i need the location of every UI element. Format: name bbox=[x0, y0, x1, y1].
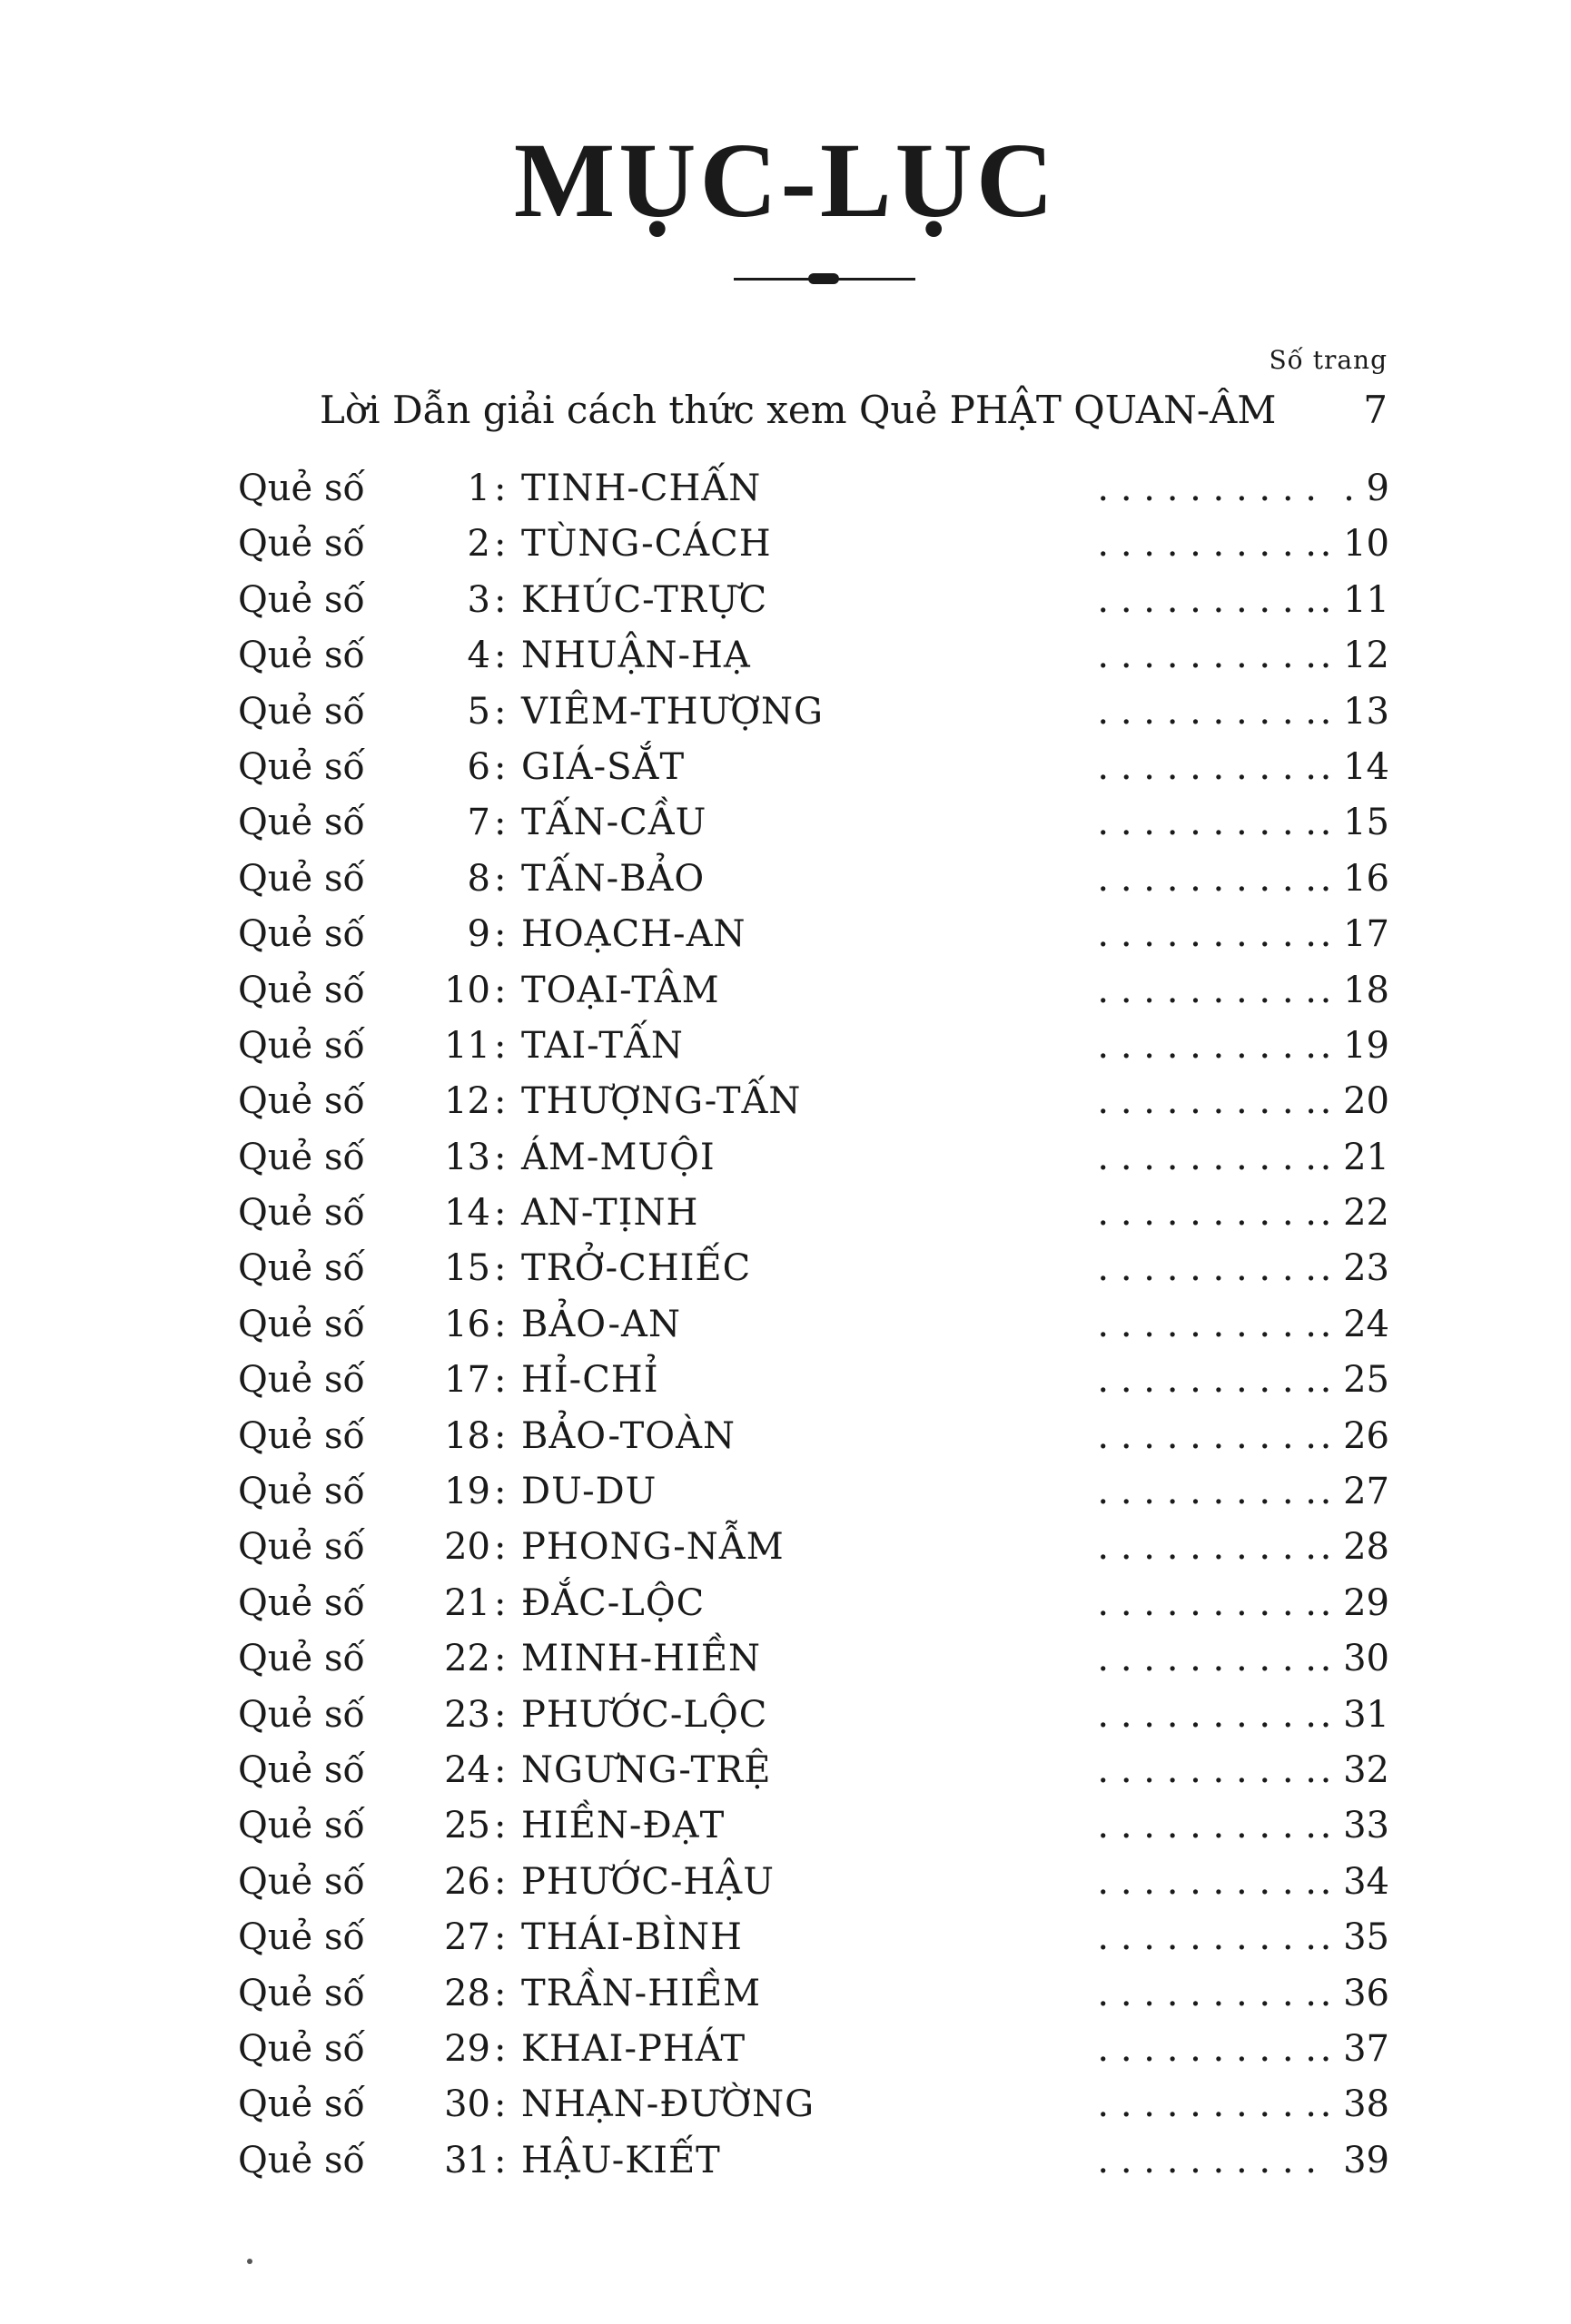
toc-entry bbox=[227, 1520, 1389, 1575]
toc-entry-name: THƯỢNG-TẤN bbox=[521, 1080, 802, 1123]
toc-entry-page: . 35 bbox=[1319, 1916, 1389, 1959]
toc-entry-colon: : bbox=[494, 1136, 507, 1178]
toc-entry-leader: . . . . . . . . . . bbox=[1097, 969, 1317, 1011]
toc-entry-number: 1 bbox=[467, 468, 490, 509]
toc-entry-colon: : bbox=[494, 1693, 507, 1736]
toc-entry-leader: . . . . . . . . . . bbox=[1097, 802, 1317, 844]
toc-entry-page: . 30 bbox=[1319, 1638, 1389, 1680]
toc-entry-name: TINH-CHẤN bbox=[521, 468, 762, 509]
toc-entry-prefix: Quẻ số bbox=[238, 802, 365, 844]
toc-entry-colon: : bbox=[494, 523, 507, 566]
toc-entry-page: . 20 bbox=[1319, 1080, 1389, 1123]
toc-entry-leader: . . . . . . . . . . bbox=[1097, 690, 1317, 733]
page-title: MỤC-LỤC bbox=[513, 121, 1058, 240]
page-speck bbox=[247, 2259, 252, 2264]
toc-entry-prefix: Quẻ số bbox=[238, 1024, 365, 1067]
toc-entry-leader: . . . . . . . . . . bbox=[1097, 1303, 1317, 1345]
toc-entry-name: HỈ-CHỈ bbox=[521, 1359, 659, 1402]
toc-entry bbox=[227, 1743, 1389, 1798]
toc-entry-number: 18 bbox=[444, 1414, 490, 1457]
toc-entry-colon: : bbox=[494, 2027, 507, 2070]
toc-entry-colon: : bbox=[494, 690, 507, 733]
toc-entry-prefix: Quẻ số bbox=[238, 1638, 365, 1680]
toc-entry-number: 26 bbox=[444, 1860, 490, 1903]
toc-entry-name: VIÊM-THƯỢNG bbox=[521, 690, 824, 733]
toc-entry-number: 31 bbox=[444, 2139, 490, 2181]
toc-entry-leader: . . . . . . . . . . bbox=[1097, 1748, 1317, 1791]
toc-entry-number: 16 bbox=[444, 1303, 490, 1345]
toc-entry bbox=[227, 1688, 1389, 1743]
toc-entry-page: . 31 bbox=[1319, 1693, 1389, 1736]
toc-entry-leader: . . . . . . . . . . bbox=[1097, 745, 1317, 788]
toc-entry-page: . 22 bbox=[1319, 1192, 1389, 1235]
toc-entry-colon: : bbox=[494, 1080, 507, 1123]
toc-entry-page: . 16 bbox=[1319, 857, 1389, 900]
toc-entry-page: . 10 bbox=[1319, 523, 1389, 566]
toc-entry-number: 24 bbox=[444, 1748, 490, 1791]
toc-entry-leader: . . . . . . . . . . bbox=[1097, 1638, 1317, 1680]
toc-entry-page: . 9 bbox=[1343, 468, 1389, 509]
toc-entry bbox=[227, 1074, 1389, 1129]
toc-entry bbox=[227, 1353, 1389, 1408]
toc-entry-leader: . . . . . . . . . . bbox=[1097, 1192, 1317, 1235]
toc-entry-leader: . . . . . . . . . . bbox=[1097, 2083, 1317, 2126]
toc-entry-name: HẬU-KIẾT bbox=[521, 2139, 721, 2181]
toc-entry bbox=[227, 1409, 1389, 1464]
toc-entry-page: . 37 bbox=[1319, 2027, 1389, 2070]
intro-entry-page: 7 bbox=[1363, 388, 1388, 432]
toc-entry-number: 10 bbox=[444, 969, 490, 1011]
toc-entry-prefix: Quẻ số bbox=[238, 2139, 365, 2181]
toc-entry-prefix: Quẻ số bbox=[238, 1860, 365, 1903]
toc-entry-prefix: Quẻ số bbox=[238, 1303, 365, 1345]
toc-entry-leader: . . . . . . . . . . bbox=[1097, 1024, 1317, 1067]
toc-entry-colon: : bbox=[494, 1860, 507, 1903]
toc-entry-page: . 29 bbox=[1319, 1581, 1389, 1624]
table-of-contents bbox=[227, 461, 1389, 2189]
toc-entry-page: . 19 bbox=[1319, 1024, 1389, 1067]
toc-entry bbox=[227, 1464, 1389, 1520]
toc-entry-leader: . . . . . . . . . . bbox=[1097, 1414, 1317, 1457]
toc-entry-colon: : bbox=[494, 913, 507, 956]
toc-entry-name: KHÚC-TRỰC bbox=[521, 578, 768, 621]
toc-entry-leader: . . . . . . . . . . bbox=[1097, 1916, 1317, 1959]
toc-entry-prefix: Quẻ số bbox=[238, 1805, 365, 1847]
toc-entry-name: HIỀN-ĐẠT bbox=[521, 1805, 726, 1847]
toc-entry-page: . 18 bbox=[1319, 969, 1389, 1011]
toc-entry-page: . 33 bbox=[1319, 1805, 1389, 1847]
toc-entry-number: 4 bbox=[467, 635, 490, 677]
toc-entry bbox=[227, 2133, 1389, 2189]
toc-entry-leader: . . . . . . . . . . bbox=[1097, 2027, 1317, 2070]
toc-entry-name: PHƯỚC-HẬU bbox=[521, 1860, 775, 1903]
toc-entry-prefix: Quẻ số bbox=[238, 2027, 365, 2070]
toc-entry-name: BẢO-AN bbox=[521, 1303, 681, 1345]
toc-entry-prefix: Quẻ số bbox=[238, 690, 365, 733]
toc-entry bbox=[227, 1019, 1389, 1074]
toc-entry-number: 2 bbox=[467, 523, 490, 566]
toc-entry-number: 3 bbox=[467, 578, 490, 621]
toc-entry-colon: : bbox=[494, 1303, 507, 1345]
toc-entry-name: KHAI-PHÁT bbox=[521, 2027, 746, 2070]
toc-entry-colon: : bbox=[494, 635, 507, 677]
toc-entry-prefix: Quẻ số bbox=[238, 1693, 365, 1736]
toc-entry-leader: . . . . . . . . . . bbox=[1097, 523, 1317, 566]
toc-entry-number: 15 bbox=[444, 1247, 490, 1290]
toc-entry-name: AN-TỊNH bbox=[521, 1192, 699, 1235]
toc-entry-leader: . . . . . . . . . . bbox=[1097, 913, 1317, 956]
toc-entry-page: . 23 bbox=[1319, 1247, 1389, 1290]
toc-entry-page: . 36 bbox=[1319, 1972, 1389, 2014]
toc-entry-name: TRỞ-CHIẾC bbox=[521, 1247, 752, 1290]
toc-entry-leader: . . . . . . . . . . bbox=[1097, 1860, 1317, 1903]
toc-entry-page: . 21 bbox=[1319, 1136, 1389, 1178]
toc-entry-colon: : bbox=[494, 802, 507, 844]
toc-entry bbox=[227, 684, 1389, 740]
toc-entry-page: . 14 bbox=[1319, 745, 1389, 788]
toc-entry-prefix: Quẻ số bbox=[238, 2083, 365, 2126]
toc-entry-prefix: Quẻ số bbox=[238, 969, 365, 1011]
toc-entry-page: . 28 bbox=[1319, 1526, 1389, 1569]
toc-entry-page: . 26 bbox=[1319, 1414, 1389, 1457]
toc-entry-leader: . . . . . . . . . . bbox=[1097, 1247, 1317, 1290]
toc-entry-prefix: Quẻ số bbox=[238, 468, 365, 509]
toc-entry-colon: : bbox=[494, 1638, 507, 1680]
toc-entry bbox=[227, 2022, 1389, 2077]
toc-entry bbox=[227, 1576, 1389, 1631]
toc-entry-colon: : bbox=[494, 1916, 507, 1959]
toc-entry-colon: : bbox=[494, 1247, 507, 1290]
toc-entry-prefix: Quẻ số bbox=[238, 523, 365, 566]
toc-entry-colon: : bbox=[494, 969, 507, 1011]
toc-entry-colon: : bbox=[494, 2083, 507, 2126]
toc-entry-prefix: Quẻ số bbox=[238, 1471, 365, 1513]
toc-entry bbox=[227, 907, 1389, 962]
toc-entry-leader: . . . . . . . . . . bbox=[1097, 1805, 1317, 1847]
toc-entry-colon: : bbox=[494, 1581, 507, 1624]
page-column-header: Số trang bbox=[1269, 345, 1388, 375]
toc-entry-prefix: Quẻ số bbox=[238, 1748, 365, 1791]
toc-entry-number: 17 bbox=[444, 1359, 490, 1402]
toc-entry-colon: : bbox=[494, 745, 507, 788]
toc-entry-number: 28 bbox=[444, 1972, 490, 2014]
toc-entry-page: . 34 bbox=[1319, 1860, 1389, 1903]
toc-entry bbox=[227, 573, 1389, 628]
toc-entry-prefix: Quẻ số bbox=[238, 1414, 365, 1457]
toc-entry-name: TAI-TẤN bbox=[521, 1024, 684, 1067]
toc-entry-name: TÙNG-CÁCH bbox=[521, 523, 772, 566]
toc-entry-leader: . . . . . . . . . . bbox=[1097, 2139, 1317, 2181]
toc-entry-leader: . . . . . . . . . . bbox=[1097, 1471, 1317, 1513]
toc-entry-prefix: Quẻ số bbox=[238, 1916, 365, 1959]
toc-entry-name: MINH-HIỀN bbox=[521, 1638, 762, 1680]
toc-entry-name: NGƯNG-TRỆ bbox=[521, 1748, 772, 1791]
toc-entry-number: 25 bbox=[444, 1805, 490, 1847]
toc-entry-name: ĐẮC-LỘC bbox=[521, 1581, 706, 1624]
toc-entry-page: . 38 bbox=[1319, 2083, 1389, 2126]
toc-entry bbox=[227, 461, 1389, 517]
toc-entry-leader: . . . . . . . . . . bbox=[1097, 635, 1317, 677]
toc-entry-number: 23 bbox=[444, 1693, 490, 1736]
toc-entry-prefix: Quẻ số bbox=[238, 1581, 365, 1624]
toc-entry-page: . 32 bbox=[1319, 1748, 1389, 1791]
toc-entry-colon: : bbox=[494, 1414, 507, 1457]
toc-entry-number: 13 bbox=[444, 1136, 490, 1178]
toc-entry-prefix: Quẻ số bbox=[238, 578, 365, 621]
intro-entry-text: Lời Dẫn giải cách thức xem Quẻ PHẬT QUAN-ÂM bbox=[320, 388, 1277, 432]
toc-entry-number: 19 bbox=[444, 1471, 490, 1513]
toc-entry bbox=[227, 795, 1389, 851]
toc-entry-name: BẢO-TOÀN bbox=[521, 1414, 736, 1457]
toc-entry-number: 29 bbox=[444, 2027, 490, 2070]
toc-entry-page: . 12 bbox=[1319, 635, 1389, 677]
toc-entry-number: 5 bbox=[467, 690, 490, 733]
toc-entry-name: ÁM-MUỘI bbox=[521, 1136, 716, 1178]
toc-entry-leader: . . . . . . . . . . bbox=[1097, 857, 1317, 900]
toc-entry-leader: . . . . . . . . . . bbox=[1097, 1136, 1317, 1178]
toc-entry-name: DU-DU bbox=[521, 1471, 657, 1513]
toc-entry-leader: . . . . . . . . . . bbox=[1097, 1080, 1317, 1123]
toc-entry bbox=[227, 1631, 1389, 1687]
toc-entry-prefix: Quẻ số bbox=[238, 1247, 365, 1290]
toc-entry-leader: . . . . . . . . . . bbox=[1097, 578, 1317, 621]
toc-entry-colon: : bbox=[494, 1526, 507, 1569]
toc-entry-colon: : bbox=[494, 1972, 507, 2014]
toc-entry bbox=[227, 1241, 1389, 1296]
toc-entry-page: . 25 bbox=[1319, 1359, 1389, 1402]
toc-entry-colon: : bbox=[494, 1748, 507, 1791]
toc-entry bbox=[227, 1855, 1389, 1910]
toc-entry bbox=[227, 628, 1389, 684]
toc-entry-number: 27 bbox=[444, 1916, 490, 1959]
toc-entry-name: HOẠCH-AN bbox=[521, 913, 746, 956]
toc-entry-name: THÁI-BÌNH bbox=[521, 1916, 743, 1959]
toc-entry-colon: : bbox=[494, 2139, 507, 2181]
toc-entry-leader: . . . . . . . . . . bbox=[1097, 1972, 1317, 2014]
toc-entry-colon: : bbox=[494, 578, 507, 621]
toc-entry bbox=[227, 2077, 1389, 2132]
toc-entry-leader: . . . . . . . . . . bbox=[1097, 1581, 1317, 1624]
toc-entry-leader: . . . . . . . . . . bbox=[1097, 1359, 1317, 1402]
toc-entry-colon: : bbox=[494, 1024, 507, 1067]
toc-entry-number: 20 bbox=[444, 1526, 490, 1569]
toc-entry-page: . 27 bbox=[1319, 1471, 1389, 1513]
toc-entry-number: 8 bbox=[467, 857, 490, 900]
toc-entry-prefix: Quẻ số bbox=[238, 1359, 365, 1402]
toc-entry-page: . 15 bbox=[1319, 802, 1389, 844]
toc-entry-number: 9 bbox=[467, 913, 490, 956]
toc-entry-prefix: Quẻ số bbox=[238, 745, 365, 788]
toc-entry-name: NHUẬN-HẠ bbox=[521, 635, 751, 677]
toc-entry-colon: : bbox=[494, 468, 507, 509]
toc-entry-prefix: Quẻ số bbox=[238, 1080, 365, 1123]
toc-entry-leader: . . . . . . . . . . bbox=[1097, 1526, 1317, 1569]
toc-entry bbox=[227, 1798, 1389, 1854]
toc-entry-name: TẤN-CẦU bbox=[521, 802, 707, 844]
toc-entry-number: 7 bbox=[467, 802, 490, 844]
toc-entry bbox=[227, 1297, 1389, 1353]
toc-entry-name: TOẠI-TÂM bbox=[521, 969, 720, 1011]
toc-entry-colon: : bbox=[494, 1359, 507, 1402]
toc-entry-prefix: Quẻ số bbox=[238, 1136, 365, 1178]
toc-entry-number: 12 bbox=[444, 1080, 490, 1123]
toc-entry-number: 6 bbox=[467, 745, 490, 788]
toc-entry bbox=[227, 963, 1389, 1019]
toc-entry-prefix: Quẻ số bbox=[238, 1972, 365, 2014]
toc-entry-page: . 24 bbox=[1319, 1303, 1389, 1345]
toc-entry-colon: : bbox=[494, 857, 507, 900]
intro-entry bbox=[320, 387, 1388, 434]
toc-entry-number: 21 bbox=[444, 1581, 490, 1624]
toc-entry bbox=[227, 1186, 1389, 1241]
title-divider-ornament bbox=[808, 273, 839, 284]
toc-entry-page: . 11 bbox=[1319, 578, 1389, 621]
toc-entry-colon: : bbox=[494, 1471, 507, 1513]
toc-entry-page: . 13 bbox=[1319, 690, 1389, 733]
toc-entry bbox=[227, 1130, 1389, 1186]
toc-entry-prefix: Quẻ số bbox=[238, 1526, 365, 1569]
toc-entry-number: 11 bbox=[444, 1024, 490, 1067]
toc-entry-prefix: Quẻ số bbox=[238, 857, 365, 900]
toc-entry-prefix: Quẻ số bbox=[238, 635, 365, 677]
toc-entry-number: 14 bbox=[444, 1192, 490, 1235]
toc-entry bbox=[227, 852, 1389, 907]
toc-entry bbox=[227, 1910, 1389, 1965]
toc-entry-name: PHƯỚC-LỘC bbox=[521, 1693, 768, 1736]
toc-entry-prefix: Quẻ số bbox=[238, 1192, 365, 1235]
toc-entry bbox=[227, 1966, 1389, 2022]
toc-entry-leader: . . . . . . . . . . bbox=[1097, 1693, 1317, 1736]
toc-entry-name: PHONG-NẪM bbox=[521, 1526, 785, 1569]
toc-entry-prefix: Quẻ số bbox=[238, 913, 365, 956]
toc-entry-name: NHẠN-ĐƯỜNG bbox=[521, 2083, 815, 2126]
toc-entry bbox=[227, 740, 1389, 795]
toc-entry-colon: : bbox=[494, 1805, 507, 1847]
toc-entry-page: . 17 bbox=[1319, 913, 1389, 956]
toc-entry-number: 30 bbox=[444, 2083, 490, 2126]
toc-entry-name: TRẦN-HIỀM bbox=[521, 1972, 762, 2014]
toc-entry-page: 39 bbox=[1343, 2139, 1389, 2181]
toc-entry bbox=[227, 517, 1389, 572]
toc-entry-leader: . . . . . . . . . . bbox=[1097, 468, 1317, 509]
toc-entry-name: GIÁ-SẮT bbox=[521, 745, 686, 788]
toc-entry-colon: : bbox=[494, 1192, 507, 1235]
toc-entry-number: 22 bbox=[444, 1638, 490, 1680]
toc-entry-name: TẤN-BẢO bbox=[521, 857, 706, 900]
